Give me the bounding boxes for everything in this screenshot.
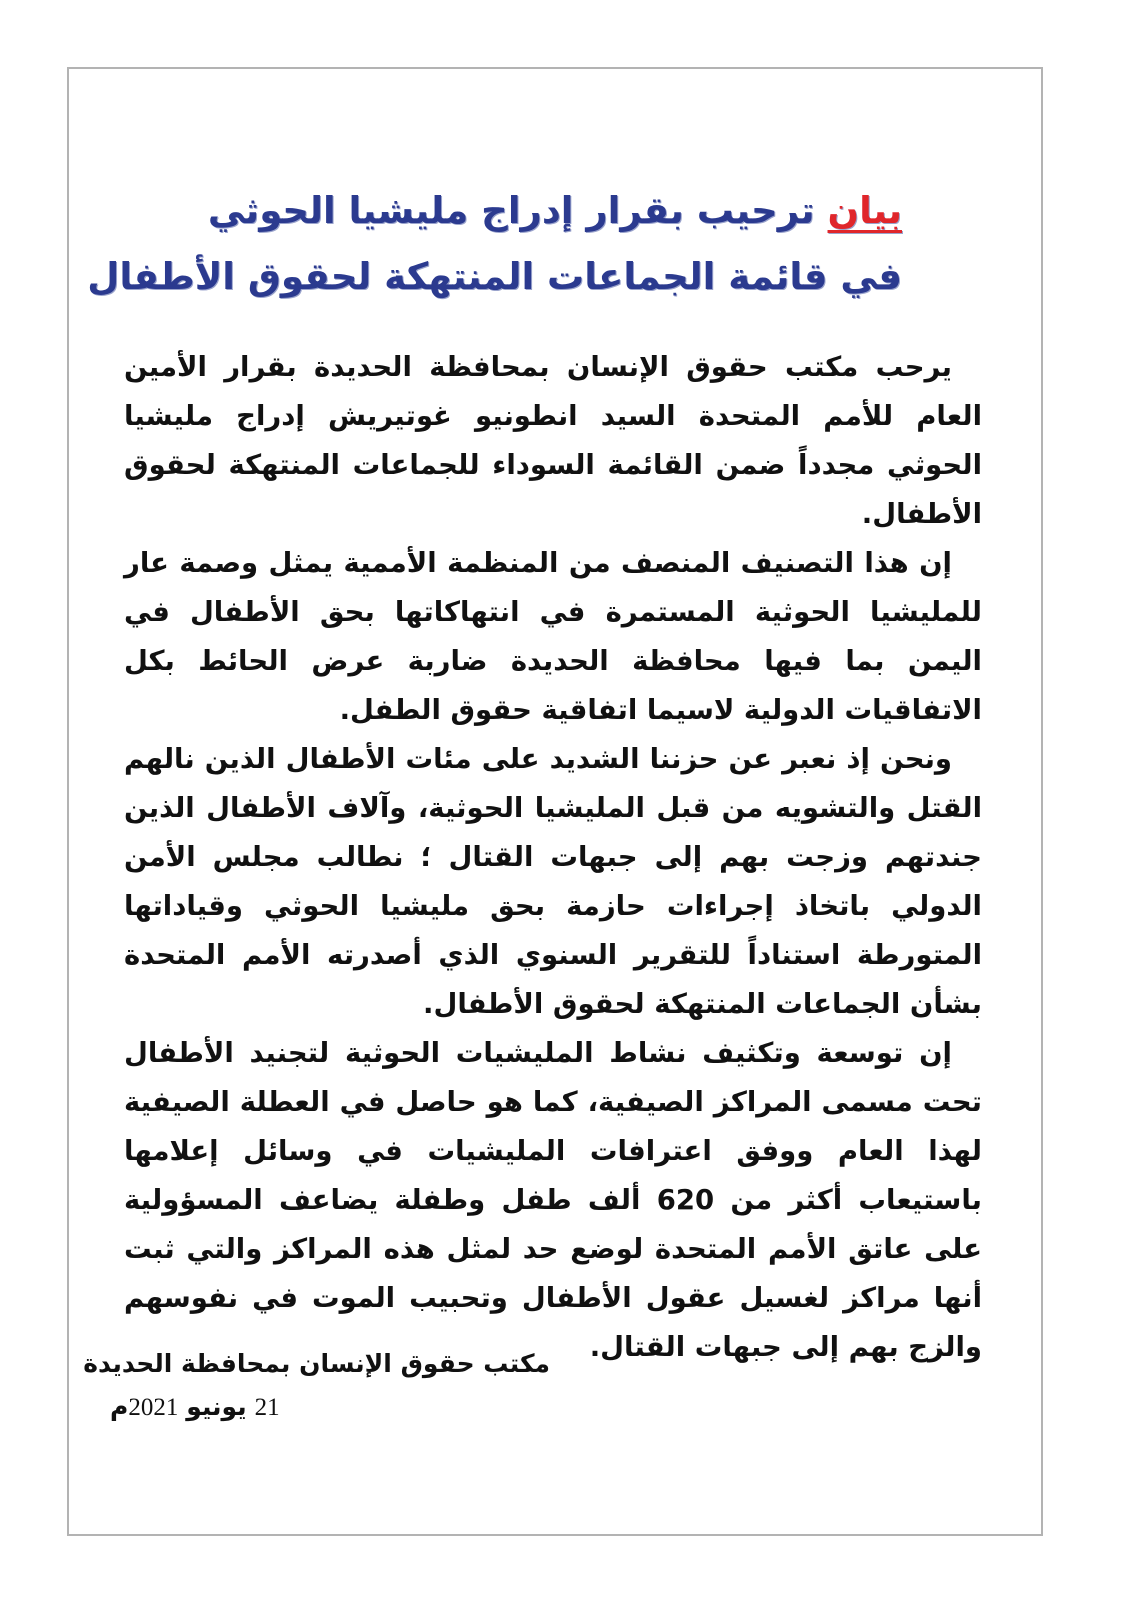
statement-title [87,178,902,310]
paragraph-1: يرحب مكتب حقوق الإنسان بمحافظة الحديدة بقرار الأمين العام للأمم المتحدة السيد انطونيو غوتيريش إدراج مليشيا الحوثي مجدداً ضمن القائمة السوداء للجماعات المنتهكة لحقوق الأطفال. [124,351,982,530]
title-line-1-text: ترحيب بقرار إدراج مليشيا الحوثي [207,189,815,232]
paragraph-3: ونحن إذ نعبر عن حزننا الشديد على مئات الأطفال الذين نالهم القتل والتشويه من قبل المليشيا الحوثية، وآلاف الأطفال الذين جندتهم وزجت بهم إلى جبهات القتال ؛ نطالب مجلس الأمن الدولي باتخاذ إجراءات حازمة بحق مليشيا الحوثي وقياداتها المتورطة استناداً للتقرير السنوي الذي أصدرته الأمم المتحدة بشأن الجماعات المنتهكة لحقوق الأطفال. [124,743,982,1020]
issuing-office: مكتب حقوق الإنسان بمحافظة الحديدة [83,1349,550,1378]
paragraph-4 [124,1029,982,1372]
paragraph-4-part-2: ألف طفل وطفلة يضاعف المسؤولية على عاتق الأمم المتحدة لوضع حد لمثل هذه المراكز والتي ثبت أنها مراكز لغسيل عقول الأطفال وتحبيب الموت في نفوسهم والزج بهم إلى جبهات القتال. [124,1184,982,1363]
title-highlight-word: بيان [827,189,902,232]
paragraph-2: إن هذا التصنيف المنصف من المنظمة الأممية يمثل وصمة عار للمليشيا الحوثية المستمرة في انتهاكاتها بحق الأطفال في اليمن بما فيها محافظة الحديدة ضاربة عرض الحائط بكل الاتفاقيات الدولية لاسيما اتفاقية حقوق الطفل. [124,547,982,726]
date-year: 2021 [128,1394,179,1421]
date-month: يونيو [186,1392,247,1421]
statement-body [124,343,982,1372]
date-suffix: م [110,1392,129,1421]
title-line-2: في قائمة الجماعات المنتهكة لحقوق الأطفال [87,255,902,298]
title-line-1 [100,178,902,244]
paragraph-4-part-1: إن توسعة وتكثيف نشاط المليشيات الحوثية لتجنيد الأطفال تحت مسمى المراكز الصيفية، كما هو حاصل في العطلة الصيفية لهذا العام ووفق اعترافات المليشيات في وسائل إعلامها باستيعاب أكثر من [124,1037,982,1216]
issue-date [110,1387,550,1428]
children-count-number: 620 [656,1184,715,1216]
signature-block [83,1342,550,1386]
date-day: 21 [254,1394,280,1421]
